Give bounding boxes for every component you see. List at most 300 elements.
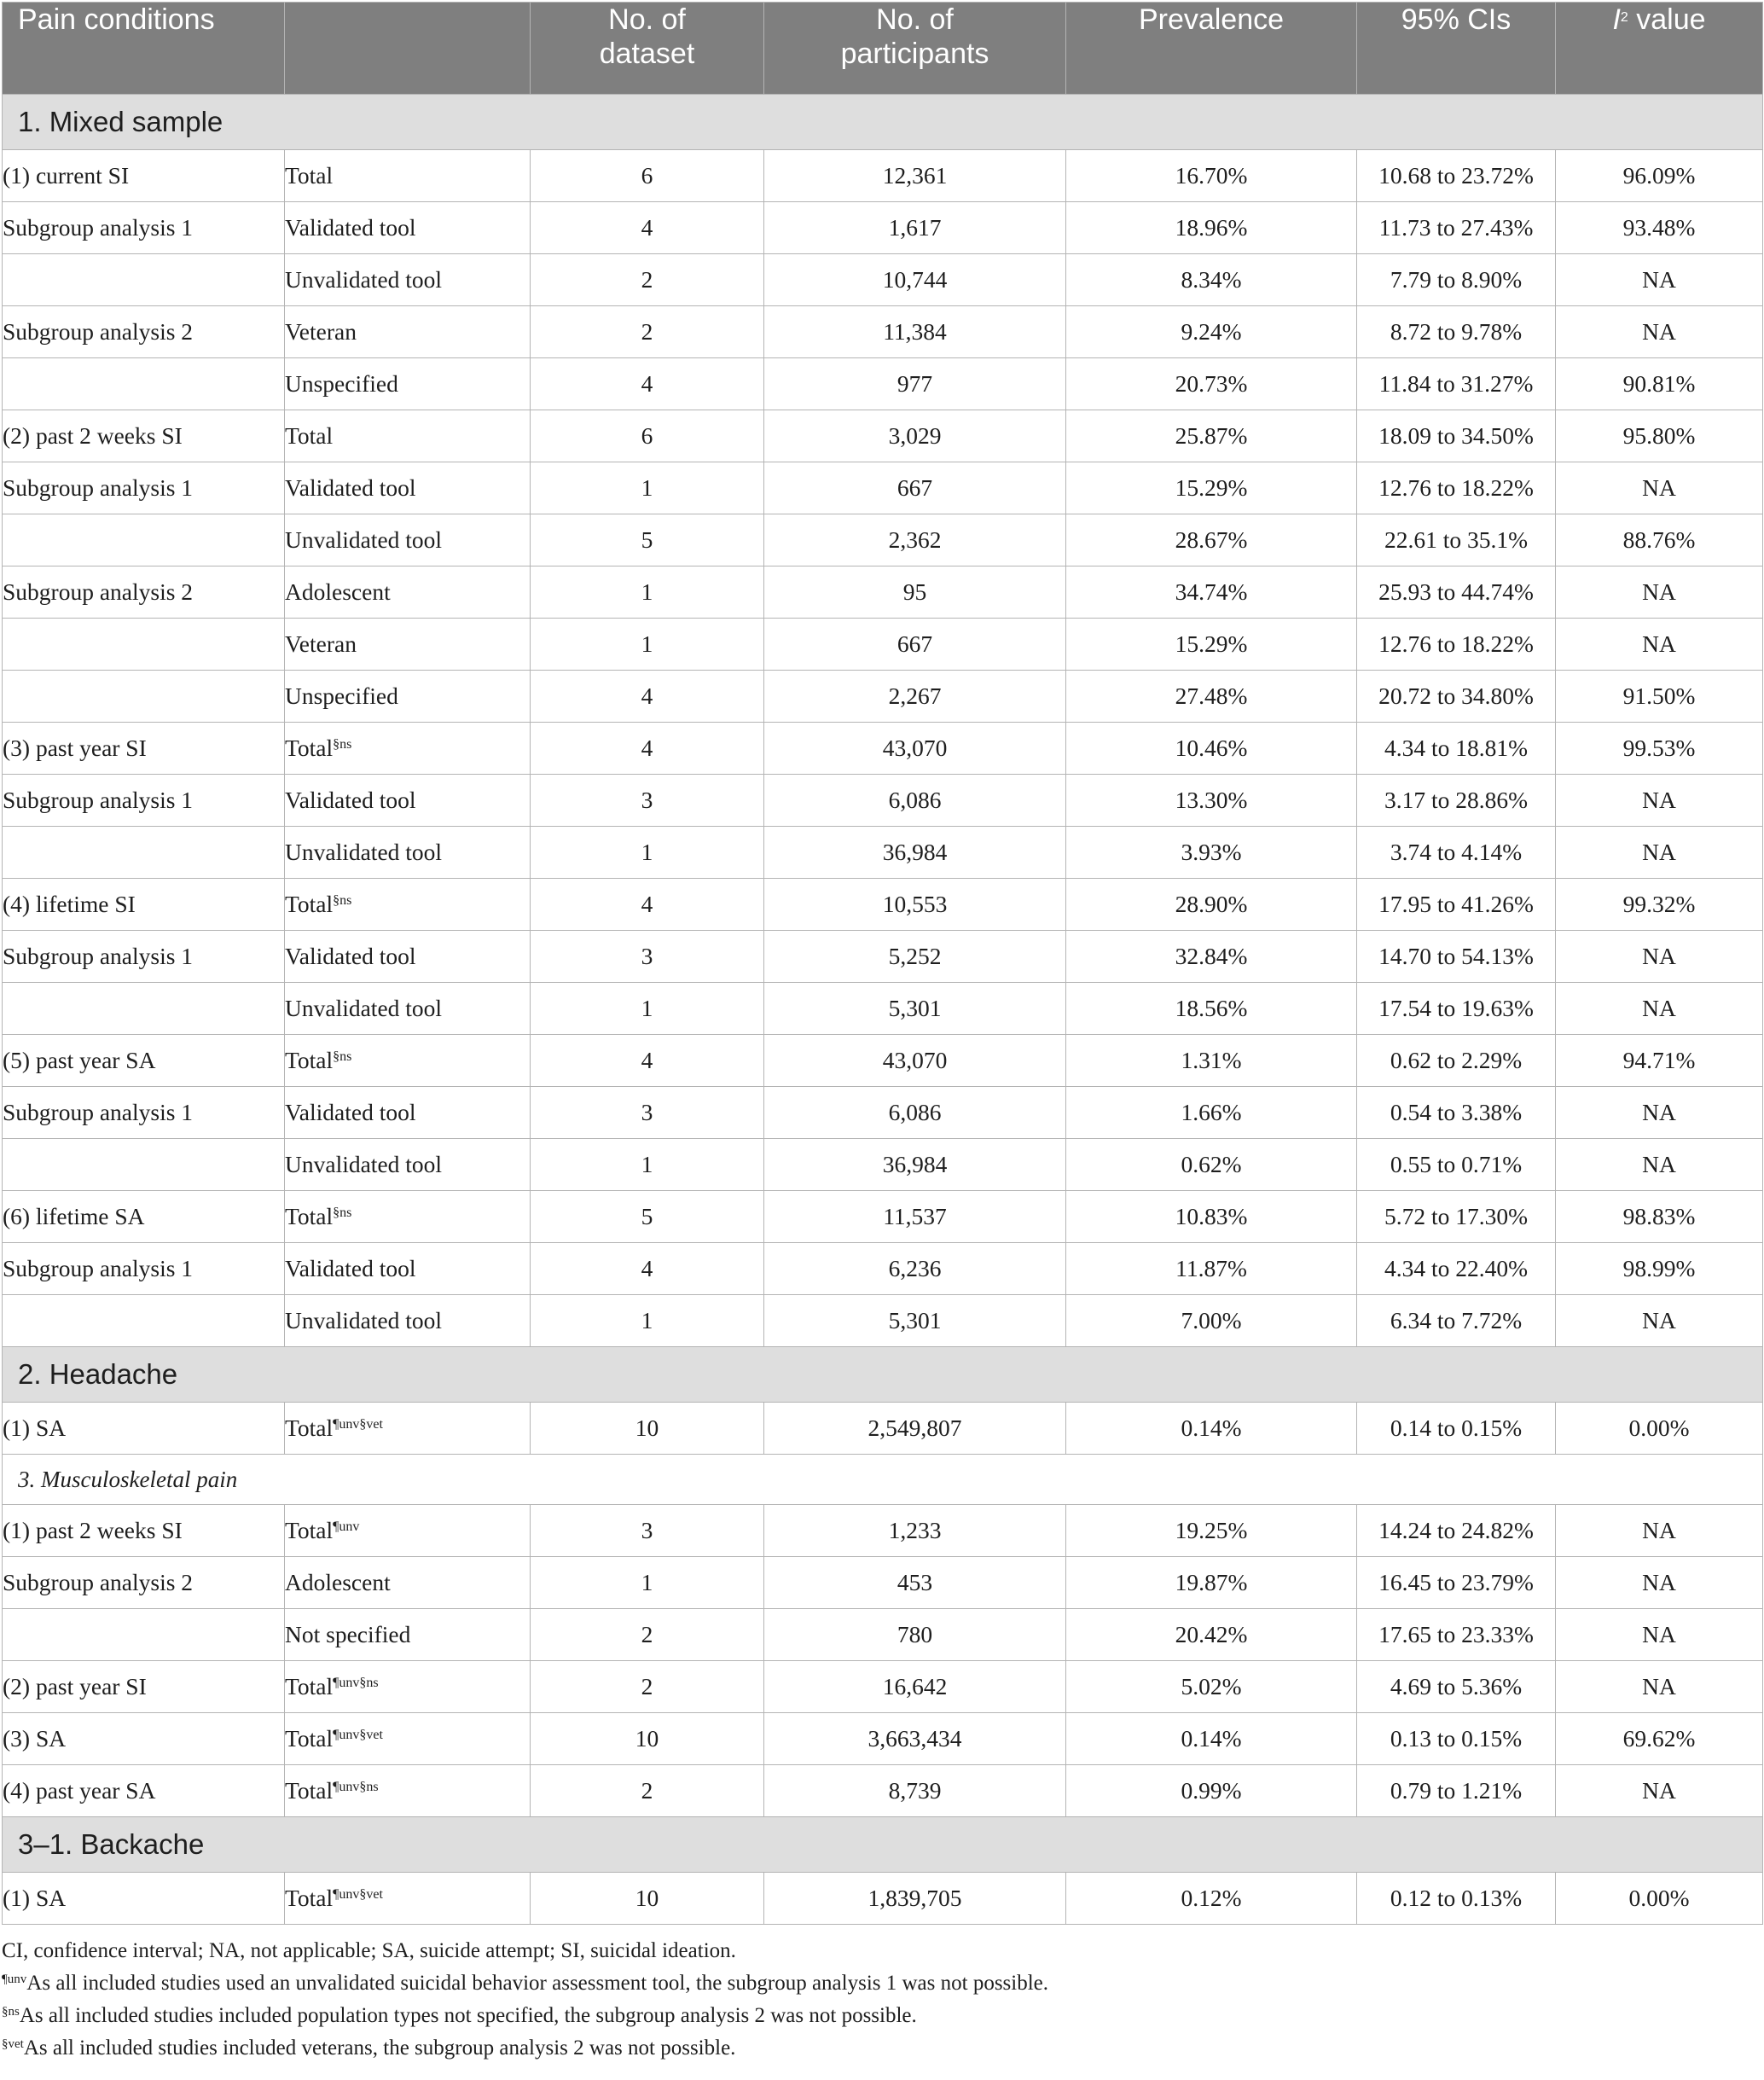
table-row	[3, 931, 1763, 983]
cell-no-of-participants: 11,384	[764, 306, 1066, 358]
cell-group-label: Adolescent	[285, 578, 391, 605]
section-label: 1. Mixed sample	[3, 95, 1763, 150]
cell-condition	[3, 358, 285, 410]
cell-prevalence: 0.14%	[1066, 1713, 1357, 1765]
cell-95-ci: 20.72 to 34.80%	[1357, 671, 1556, 723]
cell-no-of-participants: 2,267	[764, 671, 1066, 723]
cell-no-of-dataset: 5	[531, 1191, 764, 1243]
table-row	[3, 462, 1763, 514]
cell-group	[285, 1295, 531, 1347]
cell-95-ci: 4.34 to 18.81%	[1357, 723, 1556, 775]
cell-95-ci: 7.79 to 8.90%	[1357, 254, 1556, 306]
cell-95-ci: 5.72 to 17.30%	[1357, 1191, 1556, 1243]
cell-no-of-participants: 3,029	[764, 410, 1066, 462]
cell-group-label: Unspecified	[285, 370, 398, 397]
cell-condition: Subgroup analysis 1	[3, 1087, 285, 1139]
cell-group	[285, 566, 531, 619]
cell-prevalence: 8.34%	[1066, 254, 1357, 306]
cell-group	[285, 1557, 531, 1609]
cell-group	[285, 1609, 531, 1661]
header-subgroup	[285, 3, 531, 95]
cell-group	[285, 1661, 531, 1713]
cell-condition: (1) SA	[3, 1873, 285, 1925]
section-label: 2. Headache	[3, 1347, 1763, 1403]
cell-no-of-participants: 5,301	[764, 983, 1066, 1035]
cell-95-ci: 11.73 to 27.43%	[1357, 202, 1556, 254]
cell-prevalence: 15.29%	[1066, 619, 1357, 671]
cell-group-label: Not specified	[285, 1621, 411, 1647]
cell-95-ci: 0.14 to 0.15%	[1357, 1403, 1556, 1455]
cell-prevalence: 20.42%	[1066, 1609, 1357, 1661]
cell-prevalence: 34.74%	[1066, 566, 1357, 619]
cell-prevalence: 18.56%	[1066, 983, 1357, 1035]
cell-prevalence: 19.25%	[1066, 1505, 1357, 1557]
footnote-marker: §ns	[333, 1206, 352, 1220]
table-row	[3, 1403, 1763, 1455]
cell-prevalence: 16.70%	[1066, 150, 1357, 202]
cell-i2-value: NA	[1556, 619, 1763, 671]
table-row	[3, 1243, 1763, 1295]
cell-no-of-participants: 2,362	[764, 514, 1066, 566]
cell-prevalence: 19.87%	[1066, 1557, 1357, 1609]
cell-group-label: Unvalidated tool	[285, 526, 443, 553]
cell-group	[285, 983, 531, 1035]
cell-group	[285, 1765, 531, 1817]
cell-group-label: Total	[285, 1725, 334, 1752]
cell-no-of-dataset: 10	[531, 1403, 764, 1455]
cell-group-label: Total	[285, 1517, 334, 1543]
footnote-unv-marker: ¶unv	[2, 1973, 27, 1986]
table-row	[3, 1191, 1763, 1243]
header-no-of-dataset	[531, 3, 764, 95]
cell-no-of-dataset: 1	[531, 1295, 764, 1347]
cell-95-ci: 25.93 to 44.74%	[1357, 566, 1556, 619]
cell-prevalence: 9.24%	[1066, 306, 1357, 358]
cell-no-of-dataset: 6	[531, 410, 764, 462]
header-no-of-participants	[764, 3, 1066, 95]
prevalence-table	[2, 2, 1763, 1925]
cell-group	[285, 1035, 531, 1087]
cell-prevalence: 1.31%	[1066, 1035, 1357, 1087]
cell-no-of-participants: 3,663,434	[764, 1713, 1066, 1765]
cell-condition: Subgroup analysis 1	[3, 931, 285, 983]
cell-i2-value: 99.53%	[1556, 723, 1763, 775]
cell-group	[285, 410, 531, 462]
footnote-marker: ¶unv§ns	[333, 1780, 379, 1794]
table-row	[3, 827, 1763, 879]
table-row	[3, 983, 1763, 1035]
cell-prevalence: 0.12%	[1066, 1873, 1357, 1925]
header-i2-value	[1556, 3, 1763, 95]
cell-prevalence: 15.29%	[1066, 462, 1357, 514]
cell-no-of-dataset: 4	[531, 1243, 764, 1295]
footnote-vet-text: As all included studies included veterans, the subgroup analysis 2 was not possible.	[23, 2036, 736, 2060]
cell-group	[285, 931, 531, 983]
cell-no-of-participants: 977	[764, 358, 1066, 410]
cell-95-ci: 12.76 to 18.22%	[1357, 619, 1556, 671]
cell-prevalence: 5.02%	[1066, 1661, 1357, 1713]
table-row	[3, 1873, 1763, 1925]
header-i2-italic: I	[1612, 3, 1621, 36]
cell-no-of-participants: 36,984	[764, 827, 1066, 879]
cell-no-of-participants: 10,553	[764, 879, 1066, 931]
footnote-ns	[2, 2000, 1759, 2032]
cell-95-ci: 0.13 to 0.15%	[1357, 1713, 1556, 1765]
footnote-vet	[2, 2032, 1759, 2065]
table-row	[3, 723, 1763, 775]
table-row	[3, 1765, 1763, 1817]
cell-no-of-dataset: 1	[531, 983, 764, 1035]
table-row	[3, 1557, 1763, 1609]
table-row	[3, 1505, 1763, 1557]
cell-no-of-dataset: 10	[531, 1713, 764, 1765]
table-row	[3, 1035, 1763, 1087]
cell-no-of-participants: 12,361	[764, 150, 1066, 202]
cell-no-of-dataset: 4	[531, 723, 764, 775]
cell-group-label: Total	[285, 1885, 334, 1911]
cell-group-label: Unvalidated tool	[285, 839, 443, 865]
cell-group-label: Total	[285, 1203, 334, 1229]
header-95-cis: 95% CIs	[1357, 3, 1556, 95]
cell-no-of-dataset: 4	[531, 1035, 764, 1087]
cell-group-label: Validated tool	[285, 214, 416, 241]
cell-group-label: Total	[285, 422, 334, 449]
cell-condition: Subgroup analysis 1	[3, 202, 285, 254]
cell-condition: (4) lifetime SI	[3, 879, 285, 931]
cell-group	[285, 1713, 531, 1765]
cell-group	[285, 514, 531, 566]
cell-group	[285, 723, 531, 775]
table-row	[3, 1609, 1763, 1661]
cell-95-ci: 0.62 to 2.29%	[1357, 1035, 1556, 1087]
cell-prevalence: 0.99%	[1066, 1765, 1357, 1817]
cell-group-label: Unvalidated tool	[285, 266, 443, 293]
cell-i2-value: NA	[1556, 1087, 1763, 1139]
section-label: 3–1. Backache	[3, 1817, 1763, 1873]
table-row	[3, 775, 1763, 827]
table-row	[3, 410, 1763, 462]
cell-group	[285, 619, 531, 671]
cell-group-label: Validated tool	[285, 787, 416, 813]
cell-no-of-dataset: 2	[531, 306, 764, 358]
cell-95-ci: 0.55 to 0.71%	[1357, 1139, 1556, 1191]
cell-condition	[3, 671, 285, 723]
cell-group	[285, 462, 531, 514]
section-row	[3, 95, 1763, 150]
cell-i2-value: 94.71%	[1556, 1035, 1763, 1087]
cell-condition: Subgroup analysis 2	[3, 306, 285, 358]
cell-no-of-dataset: 1	[531, 462, 764, 514]
cell-condition: Subgroup analysis 1	[3, 462, 285, 514]
header-no-of-dataset-line2: dataset	[599, 38, 695, 70]
cell-group	[285, 827, 531, 879]
cell-condition: (1) past 2 weeks SI	[3, 1505, 285, 1557]
cell-no-of-dataset: 10	[531, 1873, 764, 1925]
cell-i2-value: 93.48%	[1556, 202, 1763, 254]
cell-i2-value: NA	[1556, 1557, 1763, 1609]
cell-condition: Subgroup analysis 1	[3, 1243, 285, 1295]
section-row	[3, 1455, 1763, 1505]
cell-no-of-dataset: 1	[531, 619, 764, 671]
footnote-marker: §ns	[333, 893, 352, 908]
cell-i2-value: 95.80%	[1556, 410, 1763, 462]
cell-prevalence: 0.14%	[1066, 1403, 1357, 1455]
cell-prevalence: 3.93%	[1066, 827, 1357, 879]
cell-condition: Subgroup analysis 2	[3, 1557, 285, 1609]
header-prevalence: Prevalence	[1066, 3, 1357, 95]
cell-i2-value: NA	[1556, 931, 1763, 983]
cell-no-of-participants: 780	[764, 1609, 1066, 1661]
cell-95-ci: 12.76 to 18.22%	[1357, 462, 1556, 514]
cell-group-label: Validated tool	[285, 474, 416, 501]
cell-prevalence: 28.67%	[1066, 514, 1357, 566]
cell-prevalence: 20.73%	[1066, 358, 1357, 410]
cell-group-label: Veteran	[285, 630, 357, 657]
cell-condition	[3, 514, 285, 566]
cell-prevalence: 18.96%	[1066, 202, 1357, 254]
cell-group-label: Total	[285, 1777, 334, 1804]
cell-i2-value: NA	[1556, 1295, 1763, 1347]
cell-95-ci: 6.34 to 7.72%	[1357, 1295, 1556, 1347]
cell-no-of-dataset: 3	[531, 1087, 764, 1139]
cell-i2-value: 98.99%	[1556, 1243, 1763, 1295]
cell-group	[285, 202, 531, 254]
cell-i2-value: NA	[1556, 1139, 1763, 1191]
cell-95-ci: 8.72 to 9.78%	[1357, 306, 1556, 358]
cell-no-of-dataset: 3	[531, 931, 764, 983]
cell-no-of-dataset: 2	[531, 1661, 764, 1713]
table-footnotes	[2, 1935, 1759, 2065]
cell-no-of-dataset: 1	[531, 1557, 764, 1609]
cell-i2-value: NA	[1556, 1609, 1763, 1661]
cell-95-ci: 0.12 to 0.13%	[1357, 1873, 1556, 1925]
table-row	[3, 566, 1763, 619]
footnote-vet-marker: §vet	[2, 2037, 24, 2051]
cell-no-of-dataset: 1	[531, 1139, 764, 1191]
table-row	[3, 358, 1763, 410]
cell-group	[285, 1505, 531, 1557]
cell-group-label: Unspecified	[285, 683, 398, 709]
cell-i2-value: 98.83%	[1556, 1191, 1763, 1243]
cell-group	[285, 1087, 531, 1139]
cell-95-ci: 17.54 to 19.63%	[1357, 983, 1556, 1035]
cell-no-of-dataset: 2	[531, 254, 764, 306]
cell-i2-value: 96.09%	[1556, 150, 1763, 202]
cell-no-of-participants: 36,984	[764, 1139, 1066, 1191]
cell-prevalence: 11.87%	[1066, 1243, 1357, 1295]
cell-95-ci: 10.68 to 23.72%	[1357, 150, 1556, 202]
cell-condition: (1) current SI	[3, 150, 285, 202]
cell-prevalence: 10.46%	[1066, 723, 1357, 775]
cell-prevalence: 32.84%	[1066, 931, 1357, 983]
cell-condition: (6) lifetime SA	[3, 1191, 285, 1243]
cell-no-of-participants: 95	[764, 566, 1066, 619]
cell-95-ci: 22.61 to 35.1%	[1357, 514, 1556, 566]
cell-condition	[3, 1139, 285, 1191]
cell-i2-value: NA	[1556, 254, 1763, 306]
cell-group-label: Total	[285, 891, 334, 917]
cell-i2-value: 91.50%	[1556, 671, 1763, 723]
cell-condition	[3, 827, 285, 879]
footnote-unv	[2, 1967, 1759, 2000]
header-no-of-dataset-line1: No. of	[608, 3, 686, 36]
cell-95-ci: 11.84 to 31.27%	[1357, 358, 1556, 410]
cell-no-of-dataset: 2	[531, 1765, 764, 1817]
table-row	[3, 254, 1763, 306]
cell-group	[285, 879, 531, 931]
cell-i2-value: 88.76%	[1556, 514, 1763, 566]
cell-no-of-dataset: 4	[531, 671, 764, 723]
cell-condition: (2) past 2 weeks SI	[3, 410, 285, 462]
table-row	[3, 306, 1763, 358]
header-i2-rest: value	[1628, 3, 1706, 36]
cell-group-label: Validated tool	[285, 1255, 416, 1281]
cell-no-of-participants: 6,236	[764, 1243, 1066, 1295]
cell-95-ci: 18.09 to 34.50%	[1357, 410, 1556, 462]
cell-no-of-dataset: 1	[531, 566, 764, 619]
table-row	[3, 1295, 1763, 1347]
cell-group	[285, 775, 531, 827]
footnote-abbreviations: CI, confidence interval; NA, not applicable; SA, suicide attempt; SI, suicidal ideation.	[2, 1939, 736, 1962]
table-row	[3, 202, 1763, 254]
cell-prevalence: 25.87%	[1066, 410, 1357, 462]
table-row	[3, 879, 1763, 931]
cell-i2-value: NA	[1556, 983, 1763, 1035]
cell-condition: (3) SA	[3, 1713, 285, 1765]
cell-i2-value: NA	[1556, 1505, 1763, 1557]
cell-no-of-dataset: 4	[531, 202, 764, 254]
cell-i2-value: NA	[1556, 462, 1763, 514]
cell-prevalence: 28.90%	[1066, 879, 1357, 931]
cell-i2-value: NA	[1556, 1661, 1763, 1713]
cell-i2-value: NA	[1556, 1765, 1763, 1817]
cell-group-label: Validated tool	[285, 943, 416, 969]
cell-group	[285, 358, 531, 410]
header-no-of-participants-line2: participants	[840, 38, 989, 70]
table-body	[3, 95, 1763, 1925]
cell-group	[285, 1191, 531, 1243]
cell-no-of-participants: 1,233	[764, 1505, 1066, 1557]
cell-group-label: Veteran	[285, 318, 357, 345]
cell-prevalence: 13.30%	[1066, 775, 1357, 827]
cell-condition: (4) past year SA	[3, 1765, 285, 1817]
footnote-marker: ¶unv§ns	[333, 1676, 379, 1690]
cell-no-of-participants: 453	[764, 1557, 1066, 1609]
cell-i2-value: 0.00%	[1556, 1403, 1763, 1455]
cell-i2-value: NA	[1556, 306, 1763, 358]
cell-condition: (1) SA	[3, 1403, 285, 1455]
cell-group-label: Adolescent	[285, 1569, 391, 1595]
section-label: 3. Musculoskeletal pain	[3, 1455, 1763, 1505]
cell-group-label: Unvalidated tool	[285, 1151, 443, 1177]
footnote-marker: ¶unv§vet	[333, 1887, 383, 1902]
cell-group-label: Total	[285, 735, 334, 761]
cell-no-of-participants: 667	[764, 619, 1066, 671]
cell-group-label: Total	[285, 1047, 334, 1073]
cell-no-of-dataset: 5	[531, 514, 764, 566]
cell-95-ci: 0.54 to 3.38%	[1357, 1087, 1556, 1139]
table-row	[3, 1139, 1763, 1191]
footnote-unv-text: As all included studies used an unvalidated suicidal behavior assessment tool, the subgroup analysis 1 was not possible.	[26, 1972, 1049, 1995]
footnote-ns-marker: §ns	[2, 2005, 20, 2019]
table-row	[3, 619, 1763, 671]
header-i2-sup: 2	[1620, 10, 1628, 25]
cell-no-of-participants: 5,252	[764, 931, 1066, 983]
section-row	[3, 1817, 1763, 1873]
cell-95-ci: 0.79 to 1.21%	[1357, 1765, 1556, 1817]
cell-group	[285, 1243, 531, 1295]
header-no-of-participants-line1: No. of	[876, 3, 954, 36]
cell-condition: Subgroup analysis 1	[3, 775, 285, 827]
table-row	[3, 514, 1763, 566]
footnote-marker: §ns	[333, 1049, 352, 1064]
table-header	[3, 3, 1763, 95]
cell-no-of-dataset: 4	[531, 358, 764, 410]
footnote-ns-text: As all included studies included population types not specified, the subgroup analysis 2 was not possible.	[19, 2004, 917, 2027]
cell-no-of-participants: 6,086	[764, 1087, 1066, 1139]
footnote-marker: ¶unv§vet	[333, 1417, 383, 1432]
cell-group	[285, 1139, 531, 1191]
cell-prevalence: 27.48%	[1066, 671, 1357, 723]
cell-no-of-participants: 5,301	[764, 1295, 1066, 1347]
cell-no-of-participants: 43,070	[764, 723, 1066, 775]
footnote-marker: ¶unv	[333, 1519, 360, 1534]
cell-no-of-participants: 10,744	[764, 254, 1066, 306]
cell-condition	[3, 983, 285, 1035]
footnote-marker: §ns	[333, 737, 352, 752]
cell-condition	[3, 1295, 285, 1347]
cell-prevalence: 10.83%	[1066, 1191, 1357, 1243]
cell-no-of-participants: 8,739	[764, 1765, 1066, 1817]
cell-95-ci: 4.69 to 5.36%	[1357, 1661, 1556, 1713]
cell-group-label: Total	[285, 1673, 334, 1699]
cell-group	[285, 254, 531, 306]
cell-95-ci: 17.95 to 41.26%	[1357, 879, 1556, 931]
cell-prevalence: 7.00%	[1066, 1295, 1357, 1347]
cell-condition	[3, 254, 285, 306]
table-row	[3, 150, 1763, 202]
table-row	[3, 671, 1763, 723]
cell-no-of-participants: 2,549,807	[764, 1403, 1066, 1455]
cell-95-ci: 17.65 to 23.33%	[1357, 1609, 1556, 1661]
cell-i2-value: 0.00%	[1556, 1873, 1763, 1925]
cell-no-of-dataset: 3	[531, 775, 764, 827]
cell-group	[285, 1403, 531, 1455]
cell-group	[285, 671, 531, 723]
cell-prevalence: 1.66%	[1066, 1087, 1357, 1139]
cell-95-ci: 14.70 to 54.13%	[1357, 931, 1556, 983]
cell-i2-value: 90.81%	[1556, 358, 1763, 410]
section-row	[3, 1347, 1763, 1403]
footnote-marker: ¶unv§vet	[333, 1728, 383, 1742]
cell-no-of-dataset: 3	[531, 1505, 764, 1557]
cell-no-of-dataset: 6	[531, 150, 764, 202]
cell-prevalence: 0.62%	[1066, 1139, 1357, 1191]
table-row	[3, 1661, 1763, 1713]
cell-95-ci: 3.17 to 28.86%	[1357, 775, 1556, 827]
cell-condition	[3, 619, 285, 671]
cell-group	[285, 1873, 531, 1925]
cell-group-label: Unvalidated tool	[285, 995, 443, 1021]
cell-95-ci: 16.45 to 23.79%	[1357, 1557, 1556, 1609]
cell-95-ci: 4.34 to 22.40%	[1357, 1243, 1556, 1295]
cell-condition	[3, 1609, 285, 1661]
cell-no-of-participants: 667	[764, 462, 1066, 514]
cell-group	[285, 150, 531, 202]
cell-group-label: Total	[285, 1415, 334, 1441]
cell-no-of-dataset: 2	[531, 1609, 764, 1661]
cell-i2-value: NA	[1556, 566, 1763, 619]
